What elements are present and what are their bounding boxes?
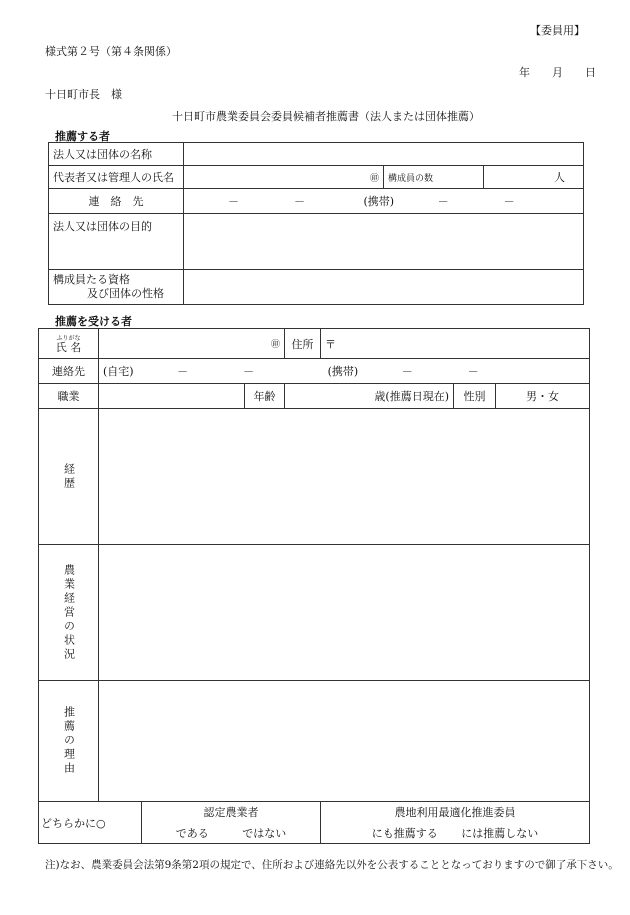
career-label-cell xyxy=(39,409,99,545)
rep-name-label: 代表者又は管理人の氏名 xyxy=(49,166,184,189)
certified-no[interactable]: ではない xyxy=(242,826,287,840)
mobile-phone-label: (携帯) xyxy=(327,365,359,378)
career-label: 経歴 xyxy=(62,462,76,491)
qualification-label-line2: 及び団体の性格 xyxy=(87,287,164,300)
members-label: 構成員の数 xyxy=(384,166,484,189)
form-number: 様式第２号（第４条関係） xyxy=(45,45,177,58)
footnote: 注)なお、農業委員会法第9条第2項の規定で、住所および連絡先以外を公表することとなっておりますので御了承下さい。 xyxy=(45,859,619,871)
org-name-field[interactable] xyxy=(184,143,584,166)
furigana-label: ふりがな xyxy=(56,334,81,342)
seal-mark: ㊞ xyxy=(369,173,379,184)
purpose-field[interactable] xyxy=(184,214,584,270)
age-label: 年齢 xyxy=(245,384,285,409)
contact-field-nominee[interactable] xyxy=(99,359,590,384)
promoter-yes[interactable]: にも推薦する xyxy=(371,826,438,840)
addressee: 十日町市長 様 xyxy=(45,88,122,101)
copy-tag: 【委員用】 xyxy=(530,24,585,37)
document-title: 十日町市農業委員会委員候補者推薦書（法人または団体推薦） xyxy=(172,110,480,123)
org-name-label: 法人又は団体の名称 xyxy=(49,143,184,166)
contact-label-nominee: 連絡先 xyxy=(39,359,99,384)
sex-label: 性別 xyxy=(454,384,496,409)
contact-dash-1: － － xyxy=(228,195,305,208)
mobile-phone-dash: － － xyxy=(401,365,479,378)
job-label: 職業 xyxy=(39,384,99,409)
members-field[interactable] xyxy=(484,166,584,189)
qualification-field[interactable] xyxy=(184,270,584,305)
section-heading-recommender: 推薦する者 xyxy=(55,130,110,143)
career-field[interactable] xyxy=(99,409,590,545)
farm-status-field[interactable] xyxy=(99,545,590,681)
age-suffix: 歳(推薦日現在) xyxy=(374,390,450,403)
qualification-label xyxy=(49,270,184,305)
farm-status-label: 農業経営の状況 xyxy=(62,563,76,662)
members-unit: 人 xyxy=(554,171,565,184)
section-heading-nominee: 推薦を受ける者 xyxy=(55,315,132,328)
reason-label: 推薦の理由 xyxy=(62,706,76,776)
home-phone-label: (自宅) xyxy=(103,365,134,378)
choose-label: どちらかに○ xyxy=(39,802,142,844)
postal-mark: 〒 xyxy=(325,337,337,351)
certified-yes[interactable]: である xyxy=(175,826,209,840)
name-field[interactable] xyxy=(99,329,285,359)
farm-label-cell xyxy=(39,545,99,681)
address-label: 住所 xyxy=(285,329,321,359)
date-line: 年 月 日 xyxy=(519,66,596,79)
reason-field[interactable] xyxy=(99,681,590,802)
purpose-label: 法人又は団体の目的 xyxy=(49,214,184,270)
sex-field[interactable]: 男・女 xyxy=(496,384,590,409)
rep-name-field[interactable] xyxy=(184,166,384,189)
promoter-title: 農地利用最適化推進委員 xyxy=(321,802,590,823)
contact-field[interactable] xyxy=(184,189,584,214)
name-label: 氏 名 xyxy=(55,340,82,354)
contact-label: 連 絡 先 xyxy=(49,189,184,214)
certified-title: 認定農業者 xyxy=(142,802,321,823)
certified-options[interactable] xyxy=(142,823,321,844)
qualification-label-line1: 構成員たる資格 xyxy=(53,273,130,286)
reason-label-cell xyxy=(39,681,99,802)
nominee-table xyxy=(38,328,590,844)
recommender-table xyxy=(48,142,584,305)
age-field[interactable] xyxy=(285,384,454,409)
job-field[interactable] xyxy=(99,384,245,409)
contact-dash-2: － － xyxy=(437,195,515,208)
promoter-options[interactable] xyxy=(321,823,590,844)
address-field[interactable] xyxy=(321,329,590,359)
contact-mobile-label: (携帯) xyxy=(363,195,395,208)
name-label-cell xyxy=(39,329,99,359)
home-phone-dash: － － xyxy=(177,365,255,378)
seal-mark-nominee: ㊞ xyxy=(271,340,281,350)
promoter-no[interactable]: には推薦しない xyxy=(461,826,539,840)
